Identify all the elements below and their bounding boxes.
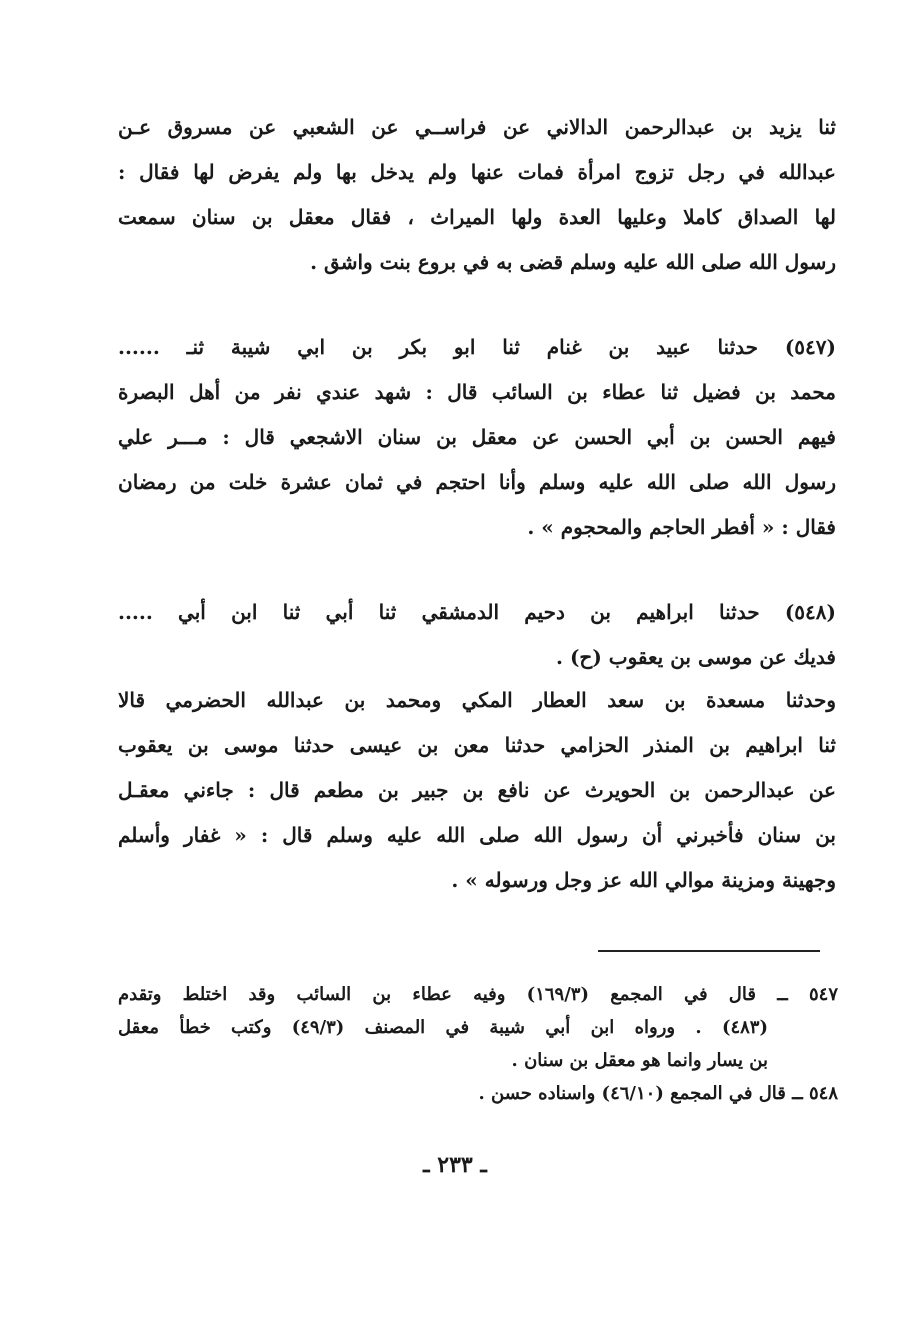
page-number: ـ ٢٣٣ ـ — [423, 1152, 487, 1178]
text-line: وجهينة ومزينة موالي الله عز وجل ورسوله » . — [451, 868, 836, 892]
paragraph-2-hadith-547 — [118, 325, 836, 550]
text-line: فيهم الحسن بن أبي الحسن عن معقل بن سنان الاشجعي قال : مـــر علي — [118, 425, 836, 449]
text-line: محمد بن فضيل ثنا عطاء بن السائب قال : شهد عندي نفر من أهل البصرة — [118, 380, 836, 404]
footnote-547-line: (٤٨٣) . ورواه ابن أبي شيبة في المصنف (٤٩/٣) وكتب خطأ معقل — [118, 1017, 769, 1038]
text-line: عبدالله في رجل تزوج امرأة فمات عنها ولم يدخل بها ولم يفرض لها فقال : — [118, 160, 836, 184]
footnote-547-line: ٥٤٧ ــ قال في المجمع (١٦٩/٣) وفيه عطاء بن السائب وقد اختلط وتقدم — [118, 984, 838, 1005]
footnotes — [118, 978, 838, 1110]
text-line: وحدثنا مسعدة بن سعد العطار المكي ومحمد بن عبدالله الحضرمي قالا — [118, 688, 836, 712]
text-line: عن عبدالرحمن بن الحويرث عن نافع بن جبير بن مطعم قال : جاءني معقـل — [118, 778, 836, 802]
text-line: (٥٤٨) حدثنا ابراهيم بن دحيم الدمشقي ثنا أبي ثنا ابن أبي ..... — [118, 600, 836, 624]
footnote-548-line: ٥٤٨ ــ قال في المجمع (٤٦/١٠) واسناده حسن . — [478, 1083, 838, 1104]
text-line: فقال : « أفطر الحاجم والمحجوم » . — [527, 515, 836, 539]
text-line: بن سنان فأخبرني أن رسول الله صلى الله عليه وسلم قال : « غفار وأسلم — [118, 823, 836, 847]
text-line: رسول الله صلى الله عليه وسلم وأنا احتجم في ثمان عشرة خلت من رمضان — [118, 470, 836, 494]
paragraph-3-hadith-548 — [118, 590, 836, 680]
footnote-547-line: بن يسار وانما هو معقل بن سنان . — [511, 1050, 768, 1071]
text-line: ثنا ابراهيم بن المنذر الحزامي حدثنا معن بن عيسى حدثنا موسى بن يعقوب — [118, 733, 836, 757]
text-line: (٥٤٧) حدثنا عبيد بن غنام ثنا ابو بكر بن ابي شيبة ثنـ ...... — [118, 335, 836, 359]
text-line: رسول الله صلى الله عليه وسلم قضى به في بروع بنت واشق . — [310, 250, 836, 274]
text-line: لها الصداق كاملا وعليها العدة ولها الميراث ، فقال معقل بن سنان سمعت — [118, 205, 836, 229]
paragraph-4 — [118, 678, 836, 903]
text-line: ثنا يزيد بن عبدالرحمن الدالاني عن فراســي عن الشعبي عن مسروق عـن — [118, 115, 836, 139]
footnote-divider — [598, 950, 820, 952]
paragraph-1 — [118, 105, 836, 285]
text-line: فديك عن موسى بن يعقوب (ح) . — [556, 645, 836, 669]
